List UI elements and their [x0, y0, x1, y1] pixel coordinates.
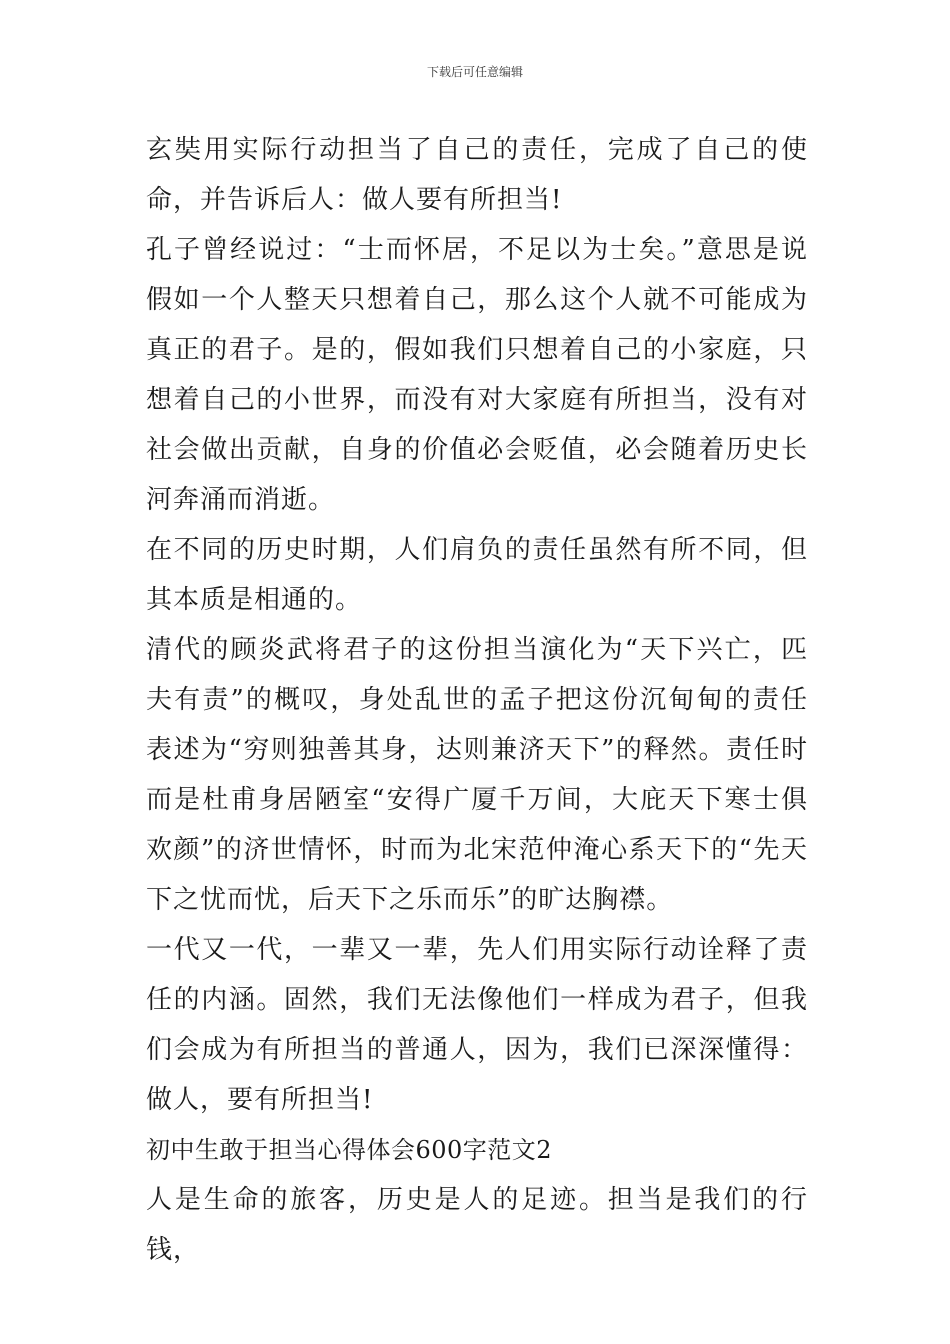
section-heading: 初中生敢于担当心得体会600字范文2	[146, 1136, 553, 1164]
page-header: 下载后可任意编辑	[426, 65, 523, 79]
paragraph-3: 在不同的历史时期，人们肩负的责任虽然有所不同，但其本质是相通的。	[146, 535, 808, 615]
paragraph-4: 清代的顾炎武将君子的这份担当演化为“天下兴亡，匹夫有责”的概叹，身处乱世的孟子把这份沉甸甸的责任表述为“穷则独善其身，达则兼济天下”的释然。责任时而是杜甫身居陋室“安得广厦千万间，大庇天下寒士俱欢颜”的济世情怀，时而为北宋范仲淹心系天下的“先天下之忧而忧，后天下之乐而乐”的旷达胸襟。	[146, 635, 808, 915]
paragraph-6: 人是生命的旅客，历史是人的足迹。担当是我们的行钱，	[146, 1185, 808, 1265]
document-body	[146, 125, 808, 1275]
paragraph-1: 玄奘用实际行动担当了自己的责任，完成了自己的使命，并告诉后人：做人要有所担当!	[146, 135, 808, 215]
paragraph-5: 一代又一代，一辈又一辈，先人们用实际行动诠释了责任的内涵。固然，我们无法像他们一样成为君子，但我们会成为有所担当的普通人，因为，我们已深深懂得：做人，要有所担当!	[146, 935, 808, 1115]
paragraph-2: 孔子曾经说过：“士而怀居，不足以为士矣。”意思是说假如一个人整天只想着自己，那么这个人就不可能成为真正的君子。是的，假如我们只想着自己的小家庭，只想着自己的小世界，而没有对大家庭有所担当，没有对社会做出贡献，自身的价值必会贬值，必会随着历史长河奔涌而消逝。	[146, 235, 808, 515]
